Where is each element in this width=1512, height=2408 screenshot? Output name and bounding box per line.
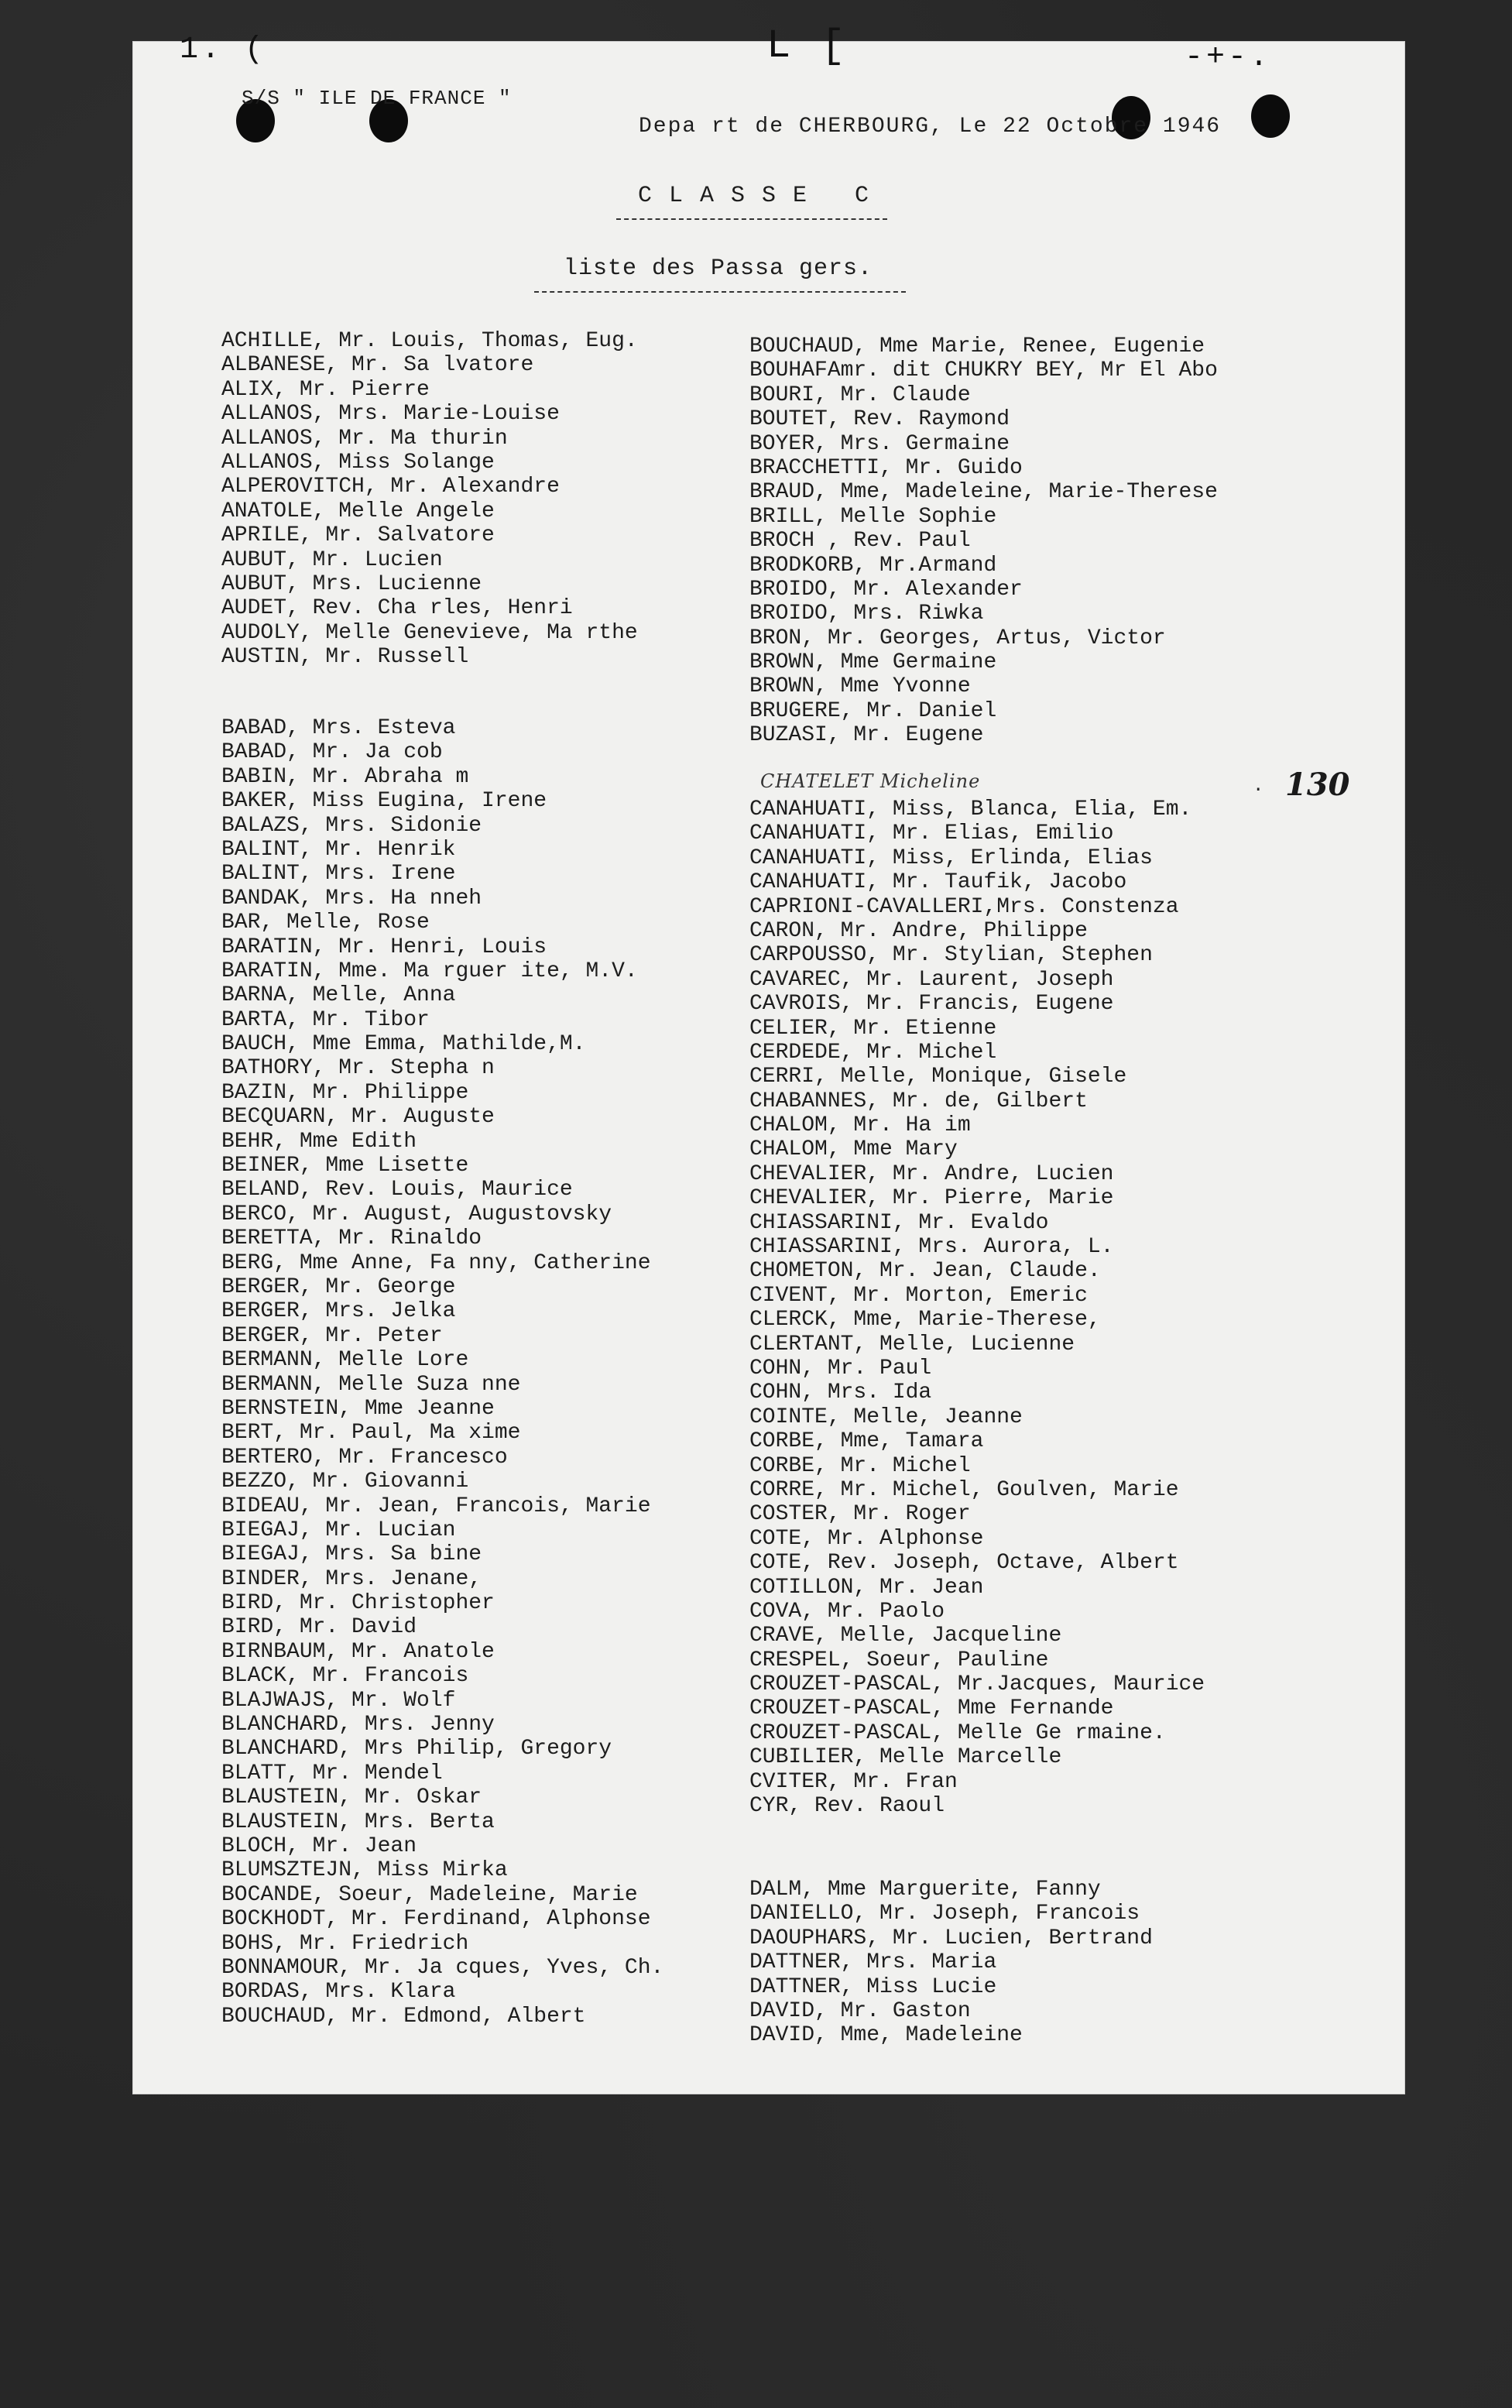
list-item: BABAD, Mrs. Esteva [221, 716, 456, 740]
list-item: BOUTET, Rev. Raymond [749, 407, 1010, 432]
list-item: AUDOLY, Melle Genevieve, Ma rthe [221, 620, 638, 645]
list-item: ALPEROVITCH, Mr. Alexandre [221, 475, 560, 499]
list-item: AUBUT, Mrs. Lucienne [221, 571, 482, 596]
list-item: AUSTIN, Mr. Russell [221, 645, 469, 670]
list-item: CYR, Rev. Raoul [749, 1794, 945, 1819]
list-item: BATHORY, Mr. Stepha n [221, 1056, 495, 1081]
right-column-block-b [749, 798, 1291, 1818]
list-item: BLATT, Mr. Mendel [221, 1761, 443, 1785]
list-item: BARTA, Mr. Tibor [221, 1007, 430, 1032]
list-item: BOCANDE, Soeur, Madeleine, Marie [221, 1882, 638, 1907]
list-item: CARPOUSSO, Mr. Stylian, Stephen [749, 943, 1153, 968]
class-title-underline [616, 218, 887, 220]
list-item: COTE, Mr. Alphonse [749, 1526, 984, 1551]
list-item: BIRD, Mr. David [221, 1615, 417, 1640]
list-item: CRAVE, Melle, Jacqueline [749, 1624, 1062, 1648]
right-column-block-c [749, 1878, 1291, 2048]
list-item: BANDAK, Mrs. Ha nneh [221, 886, 482, 911]
list-item: BABIN, Mr. Abraha m [221, 764, 469, 789]
list-item: BELAND, Rev. Louis, Maurice [221, 1178, 573, 1202]
list-item: CHABANNES, Mr. de, Gilbert [749, 1089, 1088, 1113]
list-item: CROUZET-PASCAL, Melle Ge rmaine. [749, 1720, 1166, 1745]
list-item: CANAHUATI, Mr. Elias, Emilio [749, 822, 1114, 846]
list-item: DAVID, Mme, Madeleine [749, 2023, 1023, 2048]
list-item: ALIX, Mr. Pierre [221, 377, 430, 402]
list-item: BLAUSTEIN, Mrs. Berta [221, 1809, 495, 1834]
list-item: CHEVALIER, Mr. Pierre, Marie [749, 1186, 1114, 1211]
list-item: CHALOM, Mr. Ha im [749, 1113, 971, 1138]
list-item: BRAUD, Mme, Madeleine, Marie-Therese [749, 480, 1218, 505]
list-item: CHEVALIER, Mr. Andre, Lucien [749, 1161, 1114, 1186]
list-item: CUBILIER, Melle Marcelle [749, 1745, 1062, 1770]
right-column-block-a [749, 334, 1291, 748]
handwritten-note: CHATELET Micheline [760, 770, 981, 792]
list-item: BALAZS, Mrs. Sidonie [221, 813, 482, 838]
list-item: CAVROIS, Mr. Francis, Eugene [749, 992, 1114, 1017]
tick-mark: . [1253, 776, 1264, 797]
list-item: ANATOLE, Melle Angele [221, 499, 495, 523]
list-item: BERG, Mme Anne, Fa nny, Catherine [221, 1250, 651, 1275]
list-item: BAUCH, Mme Emma, Mathilde,M. [221, 1032, 586, 1057]
top-scrawl-right: -+-. [1185, 40, 1272, 75]
list-item: CIVENT, Mr. Morton, Emeric [749, 1283, 1088, 1308]
list-item: BIEGAJ, Mr. Lucian [221, 1518, 456, 1542]
list-item: BROIDO, Mr. Alexander [749, 577, 1023, 602]
list-item: BOHS, Mr. Friedrich [221, 1931, 469, 1956]
list-item: BLAJWAJS, Mr. Wolf [221, 1688, 456, 1713]
list-item: BORDAS, Mrs. Klara [221, 1980, 456, 2005]
list-item: BERNSTEIN, Mme Jeanne [221, 1396, 495, 1421]
list-item: CHOMETON, Mr. Jean, Claude. [749, 1259, 1101, 1284]
list-item: COTILLON, Mr. Jean [749, 1575, 984, 1600]
list-item: BLAUSTEIN, Mr. Oskar [221, 1785, 482, 1810]
list-item: CORBE, Mme, Tamara [749, 1429, 984, 1454]
list-item: ALLANOS, Mrs. Marie-Louise [221, 402, 560, 427]
list-item: BONNAMOUR, Mr. Ja cques, Yves, Ch. [221, 1955, 664, 1980]
departure-line: Depa rt de CHERBOURG, Le 22 Octobre 1946 [639, 115, 1222, 139]
list-item: CLERCK, Mme, Marie-Therese, [749, 1308, 1101, 1333]
list-item: BIRD, Mr. Christopher [221, 1591, 495, 1616]
list-item: BARATIN, Mme. Ma rguer ite, M.V. [221, 959, 638, 983]
ship-name: S/S " ILE DE FRANCE " [242, 87, 512, 110]
list-item: BAR, Melle, Rose [221, 911, 430, 935]
list-title: liste des Passa gers. [564, 256, 873, 282]
list-item: BERETTA, Mr. Rinaldo [221, 1226, 482, 1251]
list-title-underline [534, 291, 906, 293]
list-item: BECQUARN, Mr. Auguste [221, 1105, 495, 1130]
list-item: BEHR, Mme Edith [221, 1129, 417, 1154]
list-item: BERMANN, Melle Suza nne [221, 1372, 521, 1397]
list-item: BROIDO, Mrs. Riwka [749, 602, 984, 626]
list-item: CERDEDE, Mr. Michel [749, 1040, 997, 1065]
list-item: CVITER, Mr. Fran [749, 1769, 958, 1794]
list-item: BOUCHAUD, Mme Marie, Renee, Eugenie [749, 334, 1205, 358]
top-scrawl-mid: L [ [766, 23, 849, 69]
list-item: AUBUT, Mr. Lucien [221, 547, 443, 572]
list-item: DATTNER, Miss Lucie [749, 1974, 997, 1999]
list-item: BEZZO, Mr. Giovanni [221, 1470, 469, 1494]
list-item: BABAD, Mr. Ja cob [221, 740, 443, 765]
list-item: BARNA, Melle, Anna [221, 983, 456, 1008]
class-title: CLASSE C [638, 183, 886, 209]
list-item: BERTERO, Mr. Francesco [221, 1445, 508, 1470]
list-item: BROWN, Mme Germaine [749, 650, 997, 675]
list-item: CANAHUATI, Miss, Erlinda, Elias [749, 846, 1153, 870]
left-column-block-a [221, 329, 717, 669]
list-item: BIEGAJ, Mrs. Sa bine [221, 1542, 482, 1567]
list-item: BRODKORB, Mr.Armand [749, 553, 997, 578]
page-number: 130 [1285, 767, 1350, 803]
list-item: BRON, Mr. Georges, Artus, Victor [749, 626, 1166, 650]
list-item: BRILL, Melle Sophie [749, 504, 997, 529]
list-item: BERGER, Mr. George [221, 1274, 456, 1299]
list-item: DATTNER, Mrs. Maria [749, 1950, 997, 1975]
list-item: AUDET, Rev. Cha rles, Henri [221, 596, 573, 621]
list-item: BLOCH, Mr. Jean [221, 1833, 417, 1858]
list-item: DAOUPHARS, Mr. Lucien, Bertrand [749, 1926, 1153, 1950]
list-item: BLUMSZTEJN, Miss Mirka [221, 1858, 508, 1883]
list-item: CHIASSARINI, Mrs. Aurora, L. [749, 1235, 1114, 1260]
list-item: BIRNBAUM, Mr. Anatole [221, 1639, 495, 1664]
list-item: BIDEAU, Mr. Jean, Francois, Marie [221, 1494, 651, 1518]
list-item: BLACK, Mr. Francois [221, 1664, 469, 1689]
list-item: BERGER, Mrs. Jelka [221, 1299, 456, 1324]
list-item: COSTER, Mr. Roger [749, 1502, 971, 1527]
list-item: CROUZET-PASCAL, Mme Fernande [749, 1696, 1114, 1721]
list-item: ALLANOS, Miss Solange [221, 450, 495, 475]
list-item: BOUHAFAmr. dit CHUKRY BEY, Mr El Abo [749, 358, 1218, 383]
list-item: CAPRIONI-CAVALLERI,Mrs. Constenza [749, 894, 1179, 919]
list-item: CAVAREC, Mr. Laurent, Joseph [749, 967, 1114, 992]
list-item: BOYER, Mrs. Germaine [749, 431, 1010, 456]
list-item: CANAHUATI, Miss, Blanca, Elia, Em. [749, 798, 1192, 822]
list-item: BROCH , Rev. Paul [749, 529, 971, 554]
list-item: COINTE, Melle, Jeanne [749, 1405, 1023, 1429]
list-item: BEINER, Mme Lisette [221, 1154, 469, 1178]
list-item: BALINT, Mrs. Irene [221, 862, 456, 887]
list-item: COHN, Mrs. Ida [749, 1381, 932, 1405]
list-item: ACHILLE, Mr. Louis, Thomas, Eug. [221, 329, 638, 353]
list-item: DALM, Mme Marguerite, Fanny [749, 1878, 1101, 1902]
list-item: BRUGERE, Mr. Daniel [749, 698, 997, 723]
list-item: BLANCHARD, Mrs. Jenny [221, 1713, 495, 1737]
list-item: COHN, Mr. Paul [749, 1356, 932, 1381]
list-item: CELIER, Mr. Etienne [749, 1016, 997, 1041]
list-item: BOUCHAUD, Mr. Edmond, Albert [221, 2004, 586, 2029]
list-item: ALBANESE, Mr. Sa lvatore [221, 353, 534, 378]
list-item: CARON, Mr. Andre, Philippe [749, 918, 1088, 943]
list-item: CANAHUATI, Mr. Taufik, Jacobo [749, 870, 1127, 895]
list-item: COVA, Mr. Paolo [749, 1599, 945, 1624]
list-item: CRESPEL, Soeur, Pauline [749, 1648, 1049, 1672]
list-item: CROUZET-PASCAL, Mr.Jacques, Maurice [749, 1672, 1205, 1697]
list-item: CORBE, Mr. Michel [749, 1453, 971, 1478]
list-item: DAVID, Mr. Gaston [749, 1998, 971, 2023]
list-item: CHIASSARINI, Mr. Evaldo [749, 1210, 1049, 1235]
list-item: BERMANN, Melle Lore [221, 1348, 469, 1373]
list-item: BERT, Mr. Paul, Ma xime [221, 1421, 521, 1446]
top-scrawl-left: 1. ( [180, 33, 267, 67]
list-item: BOURI, Mr. Claude [749, 382, 971, 407]
list-item: CORRE, Mr. Michel, Goulven, Marie [749, 1477, 1179, 1502]
list-item: BROWN, Mme Yvonne [749, 674, 971, 699]
list-item: BOCKHODT, Mr. Ferdinand, Alphonse [221, 1907, 651, 1932]
list-item: DANIELLO, Mr. Joseph, Francois [749, 1902, 1140, 1926]
top-margin-marks [0, 0, 1512, 93]
list-item: CERRI, Melle, Monique, Gisele [749, 1065, 1127, 1089]
list-item: BERGER, Mr. Peter [221, 1323, 443, 1348]
list-item: CLERTANT, Melle, Lucienne [749, 1332, 1075, 1357]
list-item: BINDER, Mrs. Jenane, [221, 1566, 482, 1591]
list-item: COTE, Rev. Joseph, Octave, Albert [749, 1551, 1179, 1576]
list-item: ALLANOS, Mr. Ma thurin [221, 426, 508, 451]
list-item: BUZASI, Mr. Eugene [749, 723, 984, 748]
list-item: CHALOM, Mme Mary [749, 1137, 958, 1162]
list-item: BALINT, Mr. Henrik [221, 837, 456, 862]
list-item: BAZIN, Mr. Philippe [221, 1080, 469, 1105]
left-column-block-b [221, 716, 717, 2029]
list-item: APRILE, Mr. Salvatore [221, 523, 495, 548]
punch-hole-4 [1251, 94, 1290, 138]
list-item: BARATIN, Mr. Henri, Louis [221, 935, 547, 959]
list-item: BLANCHARD, Mrs Philip, Gregory [221, 1737, 612, 1761]
list-item: BRACCHETTI, Mr. Guido [749, 455, 1023, 480]
list-item: BERCO, Mr. August, Augustovsky [221, 1202, 612, 1226]
list-item: BAKER, Miss Eugina, Irene [221, 789, 547, 814]
